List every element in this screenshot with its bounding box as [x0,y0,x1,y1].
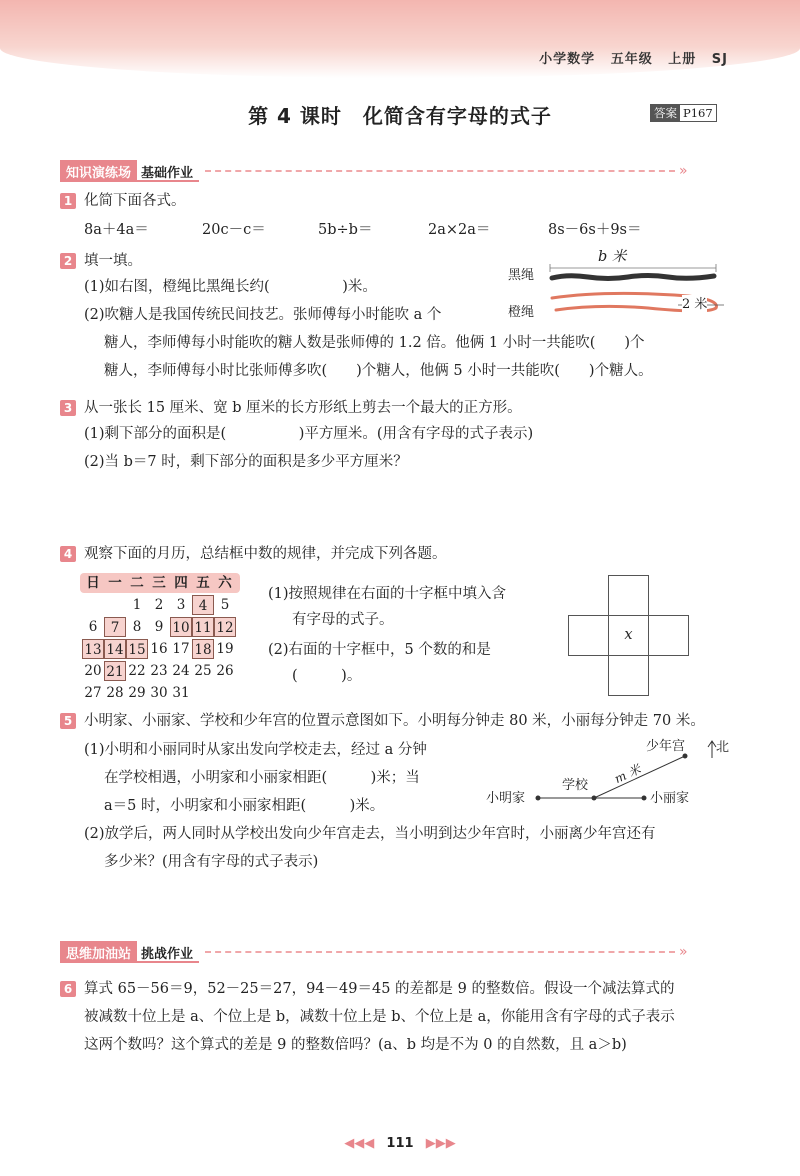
section-tag: 思维加油站 [60,941,137,963]
map-palace-label: 少年宫 [646,739,686,754]
question-part: (1)剩下部分的面积是( )平方厘米。(用含有字母的式子表示) [84,426,534,442]
double-chevron-icon: » [679,163,688,179]
orange-rope-label: 橙绳 [508,305,535,320]
calendar-day: 19 [216,641,234,657]
calendar-day: 29 [128,685,146,701]
question-part: 在学校相遇，小明家和小丽家相距( )米；当 [104,770,420,786]
question-text: 这两个数吗？这个算式的差是 9 的整数倍吗？(a、b 均是不为 0 的自然数，且 a＞b) [84,1037,627,1053]
ming-home-dot [536,796,541,801]
section-subtitle: 挑战作业 [137,941,199,963]
calendar-day: 8 [132,619,142,635]
calendar-day: 31 [172,685,190,701]
question-number: 2 [60,253,76,269]
calendar-day: 18 [192,639,214,659]
question-number: 4 [60,546,76,562]
map-north-label: 北 [716,740,730,755]
calendar-day: 21 [104,661,126,681]
calendar-day: 26 [216,663,234,679]
header-edition: SJ [711,52,728,67]
page-title: 第 4 课时 化简含有字母的式子 [248,104,552,128]
book-header [539,48,728,67]
question-part: 多少米？(用含有字母的式子表示) [104,854,319,870]
weekday: 一 [108,575,122,591]
calendar-day: 25 [194,663,212,679]
cross-cell-top[interactable] [608,575,649,616]
li-home-dot [642,796,647,801]
calendar-day [104,595,126,615]
calendar-day: 5 [220,597,230,613]
weekday: 三 [152,575,166,591]
question-number: 3 [60,400,76,416]
map-li-label: 小丽家 [650,791,690,806]
weekday: 五 [196,575,210,591]
question-text: 填一填。 [84,253,142,269]
section-basic-header [60,160,688,182]
question-part: (2)吹糖人是我国传统民间技艺。张师傅每小时能吹 a 个 [84,307,442,323]
weekday: 六 [218,575,232,591]
question-part: (1)如右图，橙绳比黑绳长约( )米。 [84,279,377,295]
cross-frame[interactable] [568,575,688,695]
calendar-day: 7 [104,617,126,637]
question-part: (2)右面的十字框中，5 个数的和是 [268,642,491,658]
question-part: (2)当 b＝7 时，剩下部分的面积是多少平方厘米？ [84,454,408,470]
expression: 2a×2a＝ [428,222,491,238]
double-chevron-icon: » [679,944,688,960]
calendar-day: 11 [192,617,214,637]
calendar-day: 3 [176,597,186,613]
expression: 8s－6s＋9s＝ [548,222,642,238]
question-part: (1)按照规律在右面的十字框中填入含 [268,586,507,602]
calendar-day: 27 [84,685,102,701]
dashed-divider [205,951,675,953]
extra-length-label: 2 米 [682,295,707,315]
header-term: 上册 [668,52,697,67]
calendar-day [82,595,104,615]
question-text: 观察下面的月历，总结框中数的规律，并完成下列各题。 [84,546,447,562]
question-part: ( )。 [292,668,362,684]
weekday: 日 [86,575,100,591]
question-part: (2)放学后，两人同时从学校出发向少年宫走去，当小明到达少年宫时，小丽离少年宫还有 [84,826,656,842]
dashed-divider [205,170,675,172]
calendar-day: 20 [84,663,102,679]
calendar-day [192,683,214,703]
cross-cell-center: x [608,615,649,656]
question-part: a＝5 时，小明家和小丽家相距( )米。 [104,798,385,814]
answer-page: P167 [683,106,713,120]
calendar-day: 23 [150,663,168,679]
left-triangles-icon: ◀◀◀ [344,1136,375,1151]
section-subtitle: 基础作业 [137,160,199,182]
question-number: 5 [60,713,76,729]
question-part: (1)小明和小丽同时从家出发向学校走去，经过 a 分钟 [84,742,427,758]
calendar-day: 17 [172,641,190,657]
calendar-day: 14 [104,639,126,659]
calendar-day: 13 [82,639,104,659]
section-challenge-header [60,941,688,963]
question-text: 化简下面各式。 [84,193,186,209]
calendar-day: 4 [192,595,214,615]
header-grade: 五年级 [610,52,653,67]
calendar-day: 24 [172,663,190,679]
section-tag: 知识演练场 [60,160,137,182]
weekday: 四 [174,575,188,591]
map-school-label: 学校 [562,778,589,793]
expression: 5b÷b＝ [318,222,373,238]
black-rope [552,276,714,279]
calendar-day: 2 [154,597,164,613]
question-text: 从一张长 15 厘米、宽 b 厘米的长方形纸上剪去一个最大的正方形。 [84,400,522,416]
calendar-day [214,683,236,703]
school-dot [592,796,597,801]
page-number: 111 [386,1136,414,1151]
header-subject: 小学数学 [539,52,596,67]
rope-length-label: b 米 [598,249,627,265]
calendar-day: 30 [150,685,168,701]
weekday: 二 [130,575,144,591]
calendar-day: 15 [126,639,148,659]
question-part: 糖人，李师傅每小时能吹的糖人数是张师傅的 1.2 倍。他俩 1 小时一共能吹( )个 [104,335,645,351]
calendar-day: 10 [170,617,192,637]
calendar-day: 28 [106,685,124,701]
calendar-day: 12 [214,617,236,637]
question-text: 被减数十位上是 a、个位上是 b，减数十位上是 b、个位上是 a，你能用含有字母的式子表示 [84,1009,675,1025]
expression: 8a＋4a＝ [84,222,149,238]
calendar-day: 22 [128,663,146,679]
black-rope-label: 黑绳 [508,268,535,283]
map-ming-label: 小明家 [486,791,526,806]
question-number: 1 [60,193,76,209]
calendar-day: 16 [150,641,168,657]
cross-cell-bottom[interactable] [608,655,649,696]
cross-cell-left[interactable] [568,615,609,656]
question-text: 小明家、小丽家、学校和少年宫的位置示意图如下。小明每分钟走 80 米，小丽每分钟走 70 米。 [84,713,705,729]
right-triangles-icon: ▶▶▶ [425,1136,456,1151]
answer-reference[interactable] [650,104,717,122]
question-number: 6 [60,981,76,997]
expression: 20c－c＝ [202,222,266,238]
question-part: 糖人，李师傅每小时比张师傅多吹( )个糖人，他俩 5 小时一共能吹( )个糖人。 [104,363,653,379]
question-part: 有字母的式子。 [292,612,394,628]
page-footer [0,1136,800,1151]
cross-cell-right[interactable] [648,615,689,656]
question-text: 算式 65－56＝9，52－25＝27，94－49＝45 的差都是 9 的整数倍。假设一个减法算式的 [84,981,675,997]
map-distance-label: m 米 [612,761,643,787]
calendar-day: 1 [132,597,142,613]
calendar-day: 9 [154,619,164,635]
calendar-weekday-header [80,573,240,593]
calendar-day: 6 [88,619,98,635]
answer-label: 答案 [651,105,680,121]
